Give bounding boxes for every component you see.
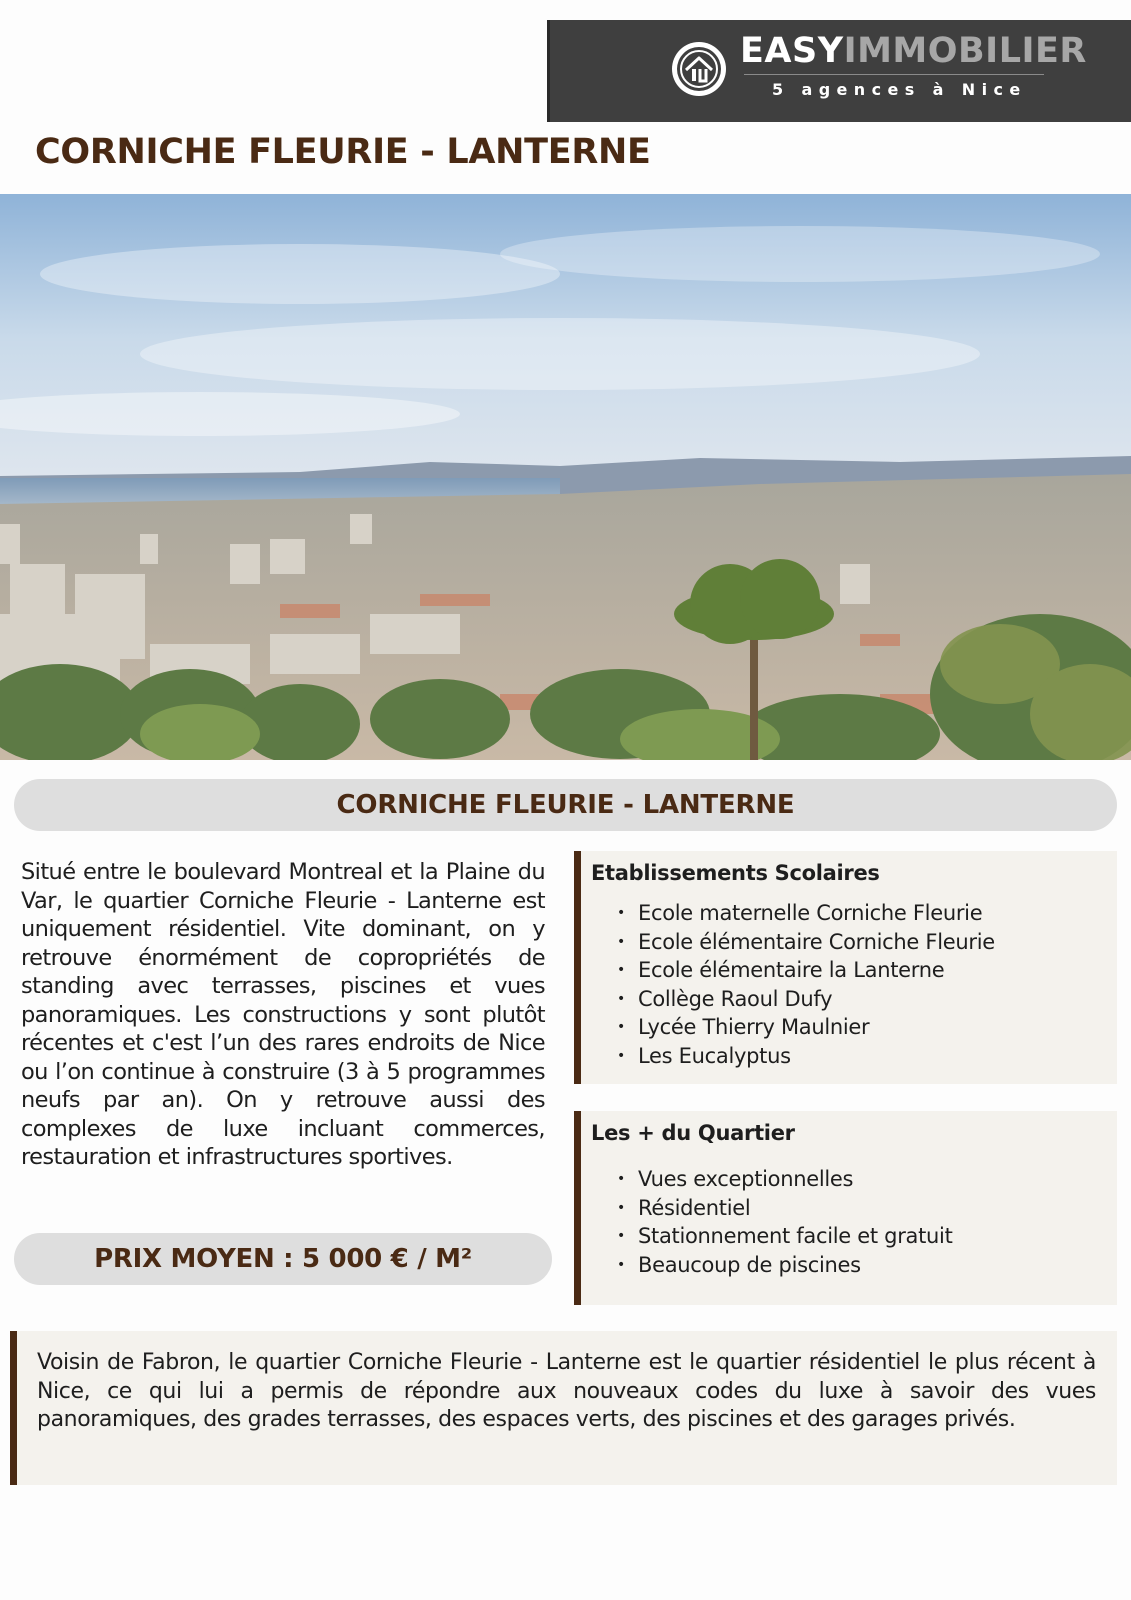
panorama-photo [0,194,1131,760]
list-item: • Résidentiel [617,1195,751,1220]
average-price-badge [14,1233,552,1285]
schools-box [574,851,1117,1084]
list-item: • Ecole maternelle Corniche Fleurie [617,901,983,925]
neighborhood-note [10,1331,1117,1485]
average-price-text: PRIX MOYEN : 5 000 € / M² [94,1244,472,1274]
list-item: • Ecole élémentaire Corniche Fleurie [617,929,995,954]
logo-banner [547,20,1131,122]
schools-title: Etablissements Scolaires [591,861,880,885]
section-heading-text: CORNICHE FLEURIE - LANTERNE [336,790,795,820]
section-heading [14,779,1117,831]
brand-name: EASYIMMOBILIER [740,31,1087,71]
neighborhood-description: Situé entre le boulevard Montreal et la Plaine du Var, le quartier Corniche Fleurie - Lanterne est uniquement résidentiel. Vite dominant, on y retrouve énormément de copropriétés de standing avec terrasses, piscines et vues panoramiques. Les constructions y sont plutôt récentes et c'est l’un des rares endroits de Nice ou l’on continue à construire (3 à 5 programmes neufs par an). On y retrouve aussi des complexes de luxe incluant commerces, restauration et infrastructures sportives. [21,859,545,1170]
schools-list [591,899,1107,1070]
list-item: • Les Eucalyptus [617,1043,791,1068]
highlights-box [574,1111,1117,1305]
list-item: • Vues exceptionnelles [617,1167,854,1191]
house-logo-icon [670,40,728,98]
logo-divider [744,74,1044,75]
list-item: • Stationnement facile et gratuit [617,1224,953,1248]
page-title: CORNICHE FLEURIE - LANTERNE [35,132,651,172]
list-item: • Beaucoup de piscines [617,1252,861,1277]
highlights-list [591,1165,1107,1279]
note-text: Voisin de Fabron, le quartier Corniche Fleurie - Lanterne est le quartier résidentiel le plus récent à Nice, ce qui lui a permis de répondre aux nouveaux codes du luxe à savoir des vues panoramiques, des grades terrasses, des espaces verts, des piscines et des garages privés. [37,1350,1096,1432]
list-item: • Ecole élémentaire la Lanterne [617,958,945,982]
list-item: • Collège Raoul Dufy [617,986,833,1011]
list-item: • Lycée Thierry Maulnier [617,1015,870,1039]
highlights-title: Les + du Quartier [591,1121,795,1145]
brand-tagline: 5 agences à Nice [772,80,1027,99]
